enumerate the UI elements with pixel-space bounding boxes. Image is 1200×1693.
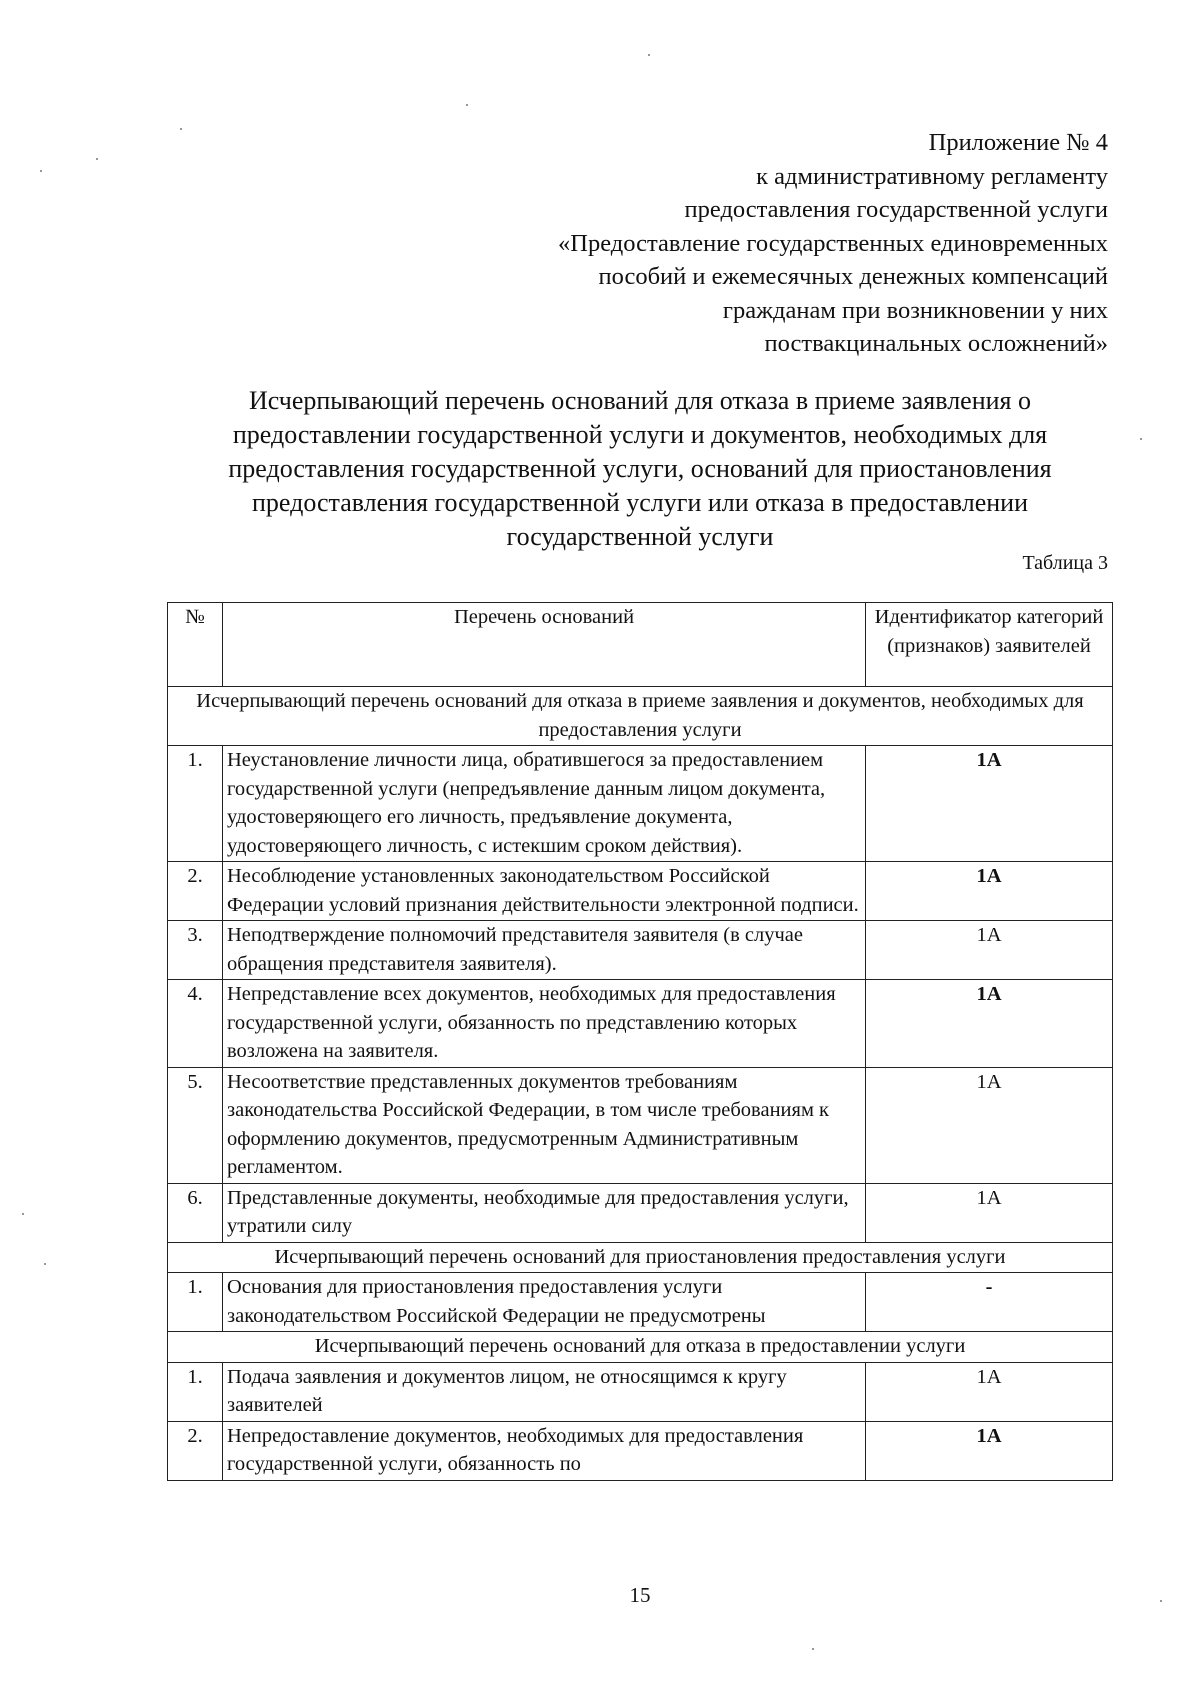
row-applicant-category-id: 1А: [866, 746, 1113, 862]
column-header-identifier: Идентификатор категорий (признаков) заявителей: [866, 603, 1113, 687]
column-header-reasons: Перечень оснований: [223, 603, 866, 687]
document-title-line: предоставления государственной услуги или отказа в предоставлении: [251, 488, 1028, 517]
row-number: 5.: [168, 1067, 223, 1183]
section-row: [168, 687, 1113, 746]
appendix-header-line: к административному регламенту: [756, 162, 1108, 190]
row-number: 3.: [168, 921, 223, 980]
row-reason-text: Основания для приостановления предоставления услуги законодательством Российской Федерации не предусмотрены: [223, 1273, 866, 1332]
row-reason-text: Неустановление личности лица, обратившегося за предоставлением государственной услуги (непредъявление данным лицом документа, удостоверяющего его личность, предъявление документа, удостоверяющего личность, с истекшим сроком действия).: [223, 746, 866, 862]
appendix-header-line: поствакцинальных осложнений»: [764, 330, 1108, 357]
table-row: [168, 921, 1113, 980]
column-header-number: №: [168, 603, 223, 687]
row-applicant-category-id: -: [866, 1273, 1113, 1332]
section-title: Исчерпывающий перечень оснований для отказа в приеме заявления и документов, необходимых для предоставления услуги: [168, 687, 1113, 746]
row-applicant-category-id: 1А: [866, 980, 1113, 1068]
table-row: [168, 1183, 1113, 1242]
row-number: 4.: [168, 980, 223, 1068]
section-title: Исчерпывающий перечень оснований для приостановления предоставления услуги: [168, 1242, 1113, 1273]
row-applicant-category-id: 1А: [866, 1183, 1113, 1242]
row-reason-text: Представленные документы, необходимые для предоставления услуги, утратили силу: [223, 1183, 866, 1242]
appendix-header-line: «Предоставление государственных единовременных: [558, 229, 1108, 257]
table-row: [168, 1273, 1113, 1332]
table-body: [168, 687, 1113, 1481]
row-number: 6.: [168, 1183, 223, 1242]
row-reason-text: Несоблюдение установленных законодательством Российской Федерации условий признания действительности электронной подписи.: [223, 862, 866, 921]
row-number: 1.: [168, 746, 223, 862]
row-applicant-category-id: 1А: [866, 1421, 1113, 1480]
row-applicant-category-id: 1А: [866, 1067, 1113, 1183]
row-reason-text: Несоответствие представленных документов требованиям законодательства Российской Федерации, в том числе требованиям к оформлению документов, предусмотренным Административным регламентом.: [223, 1067, 866, 1183]
row-reason-text: Непредоставление документов, необходимых для предоставления государственной услуги, обязанность по: [223, 1421, 866, 1480]
row-number: 1.: [168, 1273, 223, 1332]
page-number: 15: [629, 1583, 651, 1607]
document-title-line: предоставлении государственной услуги и документов, необходимых для: [232, 420, 1048, 449]
document-title-line: Исчерпывающий перечень оснований для отказа в приеме заявления о: [248, 386, 1031, 415]
table-row: [168, 1362, 1113, 1421]
appendix-header: [558, 126, 1108, 361]
row-reason-text: Неподтверждение полномочий представителя заявителя (в случае обращения представителя заявителя).: [223, 921, 866, 980]
table-row: [168, 746, 1113, 862]
table-row: [168, 1067, 1113, 1183]
row-number: 2.: [168, 1421, 223, 1480]
table-caption: Таблица 3: [1022, 552, 1108, 574]
table-row: [168, 1421, 1113, 1480]
section-row: [168, 1242, 1113, 1273]
row-applicant-category-id: 1А: [866, 862, 1113, 921]
document-title: [150, 384, 1130, 554]
grounds-table: [167, 602, 1113, 1481]
row-reason-text: Подача заявления и документов лицом, не относящимся к кругу заявителей: [223, 1362, 866, 1421]
row-reason-text: Непредставление всех документов, необходимых для предоставления государственной услуги, обязанность по представлению которых возложена на заявителя.: [223, 980, 866, 1068]
section-row: [168, 1332, 1113, 1363]
row-applicant-category-id: 1А: [866, 1362, 1113, 1421]
document-title-line: государственной услуги: [506, 522, 774, 551]
appendix-header-line: Приложение № 4: [928, 129, 1108, 156]
table-row: [168, 862, 1113, 921]
appendix-header-line: пособий и ежемесячных денежных компенсаций: [598, 263, 1108, 290]
row-number: 1.: [168, 1362, 223, 1421]
appendix-header-line: гражданам при возникновении у них: [722, 296, 1108, 324]
document-title-line: предоставления государственной услуги, оснований для приостановления: [228, 454, 1052, 483]
section-title: Исчерпывающий перечень оснований для отказа в предоставлении услуги: [168, 1332, 1113, 1363]
row-number: 2.: [168, 862, 223, 921]
table-row: [168, 980, 1113, 1068]
table-header-row: [168, 603, 1113, 687]
appendix-header-line: предоставления государственной услуги: [684, 196, 1108, 223]
row-applicant-category-id: 1А: [866, 921, 1113, 980]
